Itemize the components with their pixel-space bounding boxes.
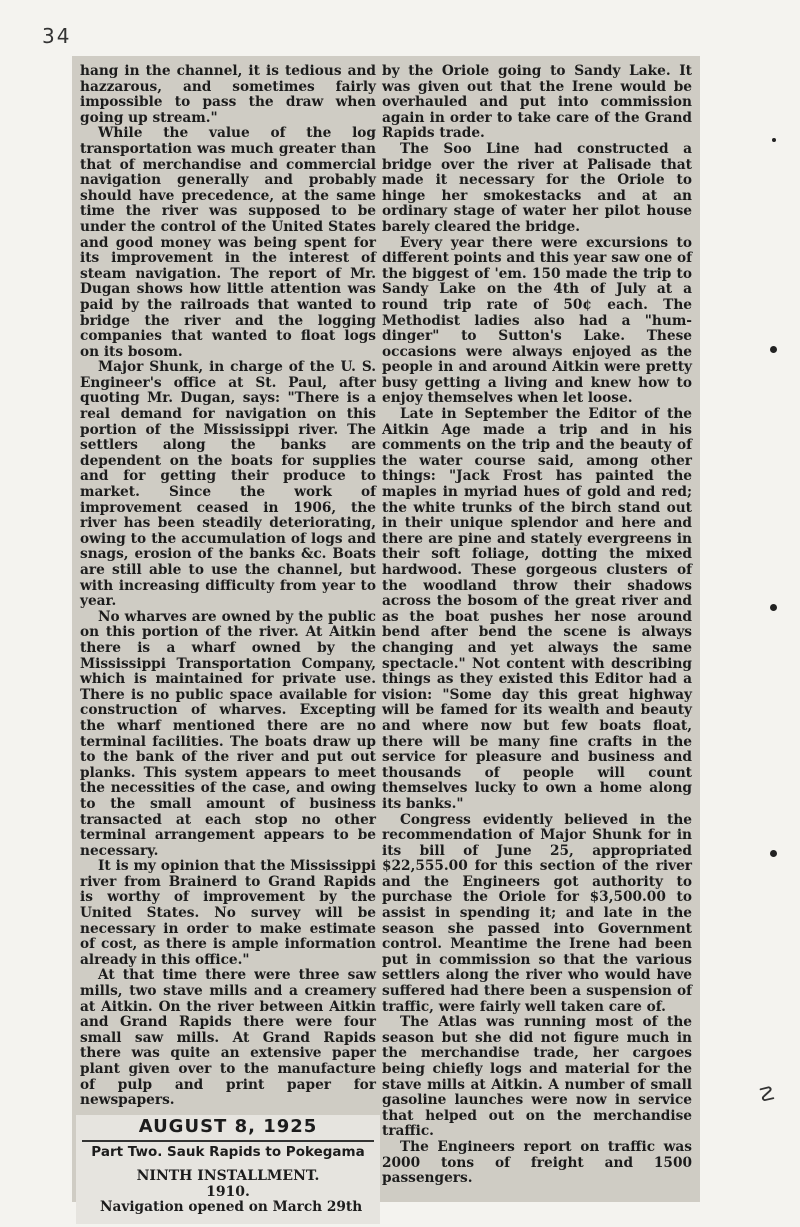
right-paragraph: by the Oriole going to Sandy Lake. It was given out that the Irene would be overhauled and put into commission again in order to take care of the Grand Rapids trade. <box>382 63 692 142</box>
right-paragraph: The Atlas was running most of the season but she did not figure much in the merchandise trade, her cargoes being chiefly logs and material for the stave mills at Aitkin. A number of small gasoline launches were now in service that helped out on the merchandise traffic. <box>382 1014 692 1140</box>
left-paragraph: While the value of the log transportation was much greater than that of merchandise and commercial navigation generally and probably should have precedence, at the same time the river was supposed to be under the control of the United States and good money was being spent for its improvement in the interest of steam navigation. The report of Mr. Dugan shows how little attention was paid by the railroads that wanted to bridge the river and the logging companies that wanted to float logs on its bosom. <box>80 125 376 360</box>
punch-hole-mark <box>770 604 777 611</box>
right-paragraph: Late in September the Editor of the Aitkin Age made a trip and in his comments on the trip and the beauty of the water course said, among other things: "Jack Frost has painted the maples in myriad hues of gold and red; the white trunks of the birch stand out in their unique splendor and here and there are pine and stately evergreens in their soft foliage, dotting the mixed hardwood. These gorgeous clusters of the woodland throw their shadows across the bosom of the great river and as the boat pushes her nose around bend after bend the scene is always changing and yet always the same spectacle." Not content with describing things as they existed this Editor had a vision: "Some day this great highway will be famed for its wealth and beauty and where now but few boats float, there will be many fine crafts in the service for pleasure and business and thousands of people will count themselves lucky to own a home along its banks." <box>382 406 692 812</box>
right-paragraph: Congress evidently believed in the recommendation of Major Shunk for in its bill of June 25, appropriated $22,555.00 for this section of the river and the Engineers got authority to purchase the Oriole for $3,500.00 to assist in spending it; and late in the season she passed into Government control. Meantime the Irene had been put in commission so that the various settlers along the river who would have suffered had there been a suspension of traffic, were fairly well taken care of. <box>382 811 692 1015</box>
part-heading: Part Two. Sauk Rapids to Pokegama <box>82 1140 374 1161</box>
left-paragraph: hang in the channel, it is tedious and hazzarous, and sometimes fairly impossible to pass the draw when going up stream." <box>80 63 376 126</box>
left-column <box>80 64 376 1224</box>
punch-hole-mark <box>770 850 777 857</box>
left-paragraph: At that time there were three saw mills, two stave mills and a creamery at Aitkin. On the river between Aitkin and Grand Rapids there were four small saw mills. At Grand Rapids there was quite an extensive paper plant given over to the manufacture of pulp and print paper for newspapers. <box>80 967 376 1109</box>
issue-date: AUGUST 8, 1925 <box>138 1115 318 1137</box>
left-paragraph: Major Shunk, in charge of the U. S. Engineer's office at St. Paul, after quoting Mr. Dugan, says: "There is a real demand for navigation on this portion of the Mississippi river. The settlers along the banks are dependent on the boats for supplies and for getting their produce to market. Since the work of improvement ceased in 1906, the river has been steadily deteriorating, owing to the accumulation of logs and snags, erosion of the banks &c. Boats are still able to use the channel, but with increasing difficulty from year to year. <box>80 359 376 610</box>
punch-hole-mark <box>772 138 776 142</box>
right-paragraph: The Soo Line had constructed a bridge over the river at Palisade that made it necessary for the Oriole to hinge her smokestacks and at an ordinary stage of water her pilot house barely cleared the bridge. <box>382 140 692 235</box>
left-paragraph: It is my opinion that the Mississippi river from Brainerd to Grand Rapids is worthy of improvement by the United States. No survey will be necessary in order to make estimate of cost, as there is ample information already in this office." <box>80 858 376 968</box>
margin-scribble-icon: ☡ <box>758 1082 776 1106</box>
punch-hole-mark <box>770 346 777 353</box>
left-paragraph: No wharves are owned by the public on this portion of the river. At Aitkin there is a wharf owned by the Mississippi Transportation Company, which is maintained for private use. There is no public space available for construction of wharves. Excepting the wharf mentioned there are no terminal facilities. The boats draw up to the bank of the river and put out planks. This system appears to meet the necessities of the case, and owing to the small amount of business transacted at each stop no other terminal arrangement appears to be necessary. <box>80 608 376 859</box>
opening-line: Navigation opened on March 29th <box>100 1199 363 1216</box>
installment-masthead <box>76 1115 380 1224</box>
page-number: 34 <box>42 24 72 48</box>
year-heading: 1910. <box>206 1183 250 1200</box>
right-column <box>382 64 692 1187</box>
right-paragraph: The Engineers report on traffic was 2000 tons of freight and 1500 passengers. <box>382 1138 692 1187</box>
right-paragraph: Every year there were excursions to different points and this year saw one of the biggest of 'em. 150 made the trip to Sandy Lake on the 4th of July at a round trip rate of 50¢ each. The Methodist ladies also had a "hum-dinger" to Sutton's Lake. These occasions were always enjoyed as the people in and around Aitkin were pretty busy getting a living and knew how to enjoy themselves when let loose. <box>382 234 692 407</box>
installment-heading: NINTH INSTALLMENT. <box>136 1167 320 1184</box>
